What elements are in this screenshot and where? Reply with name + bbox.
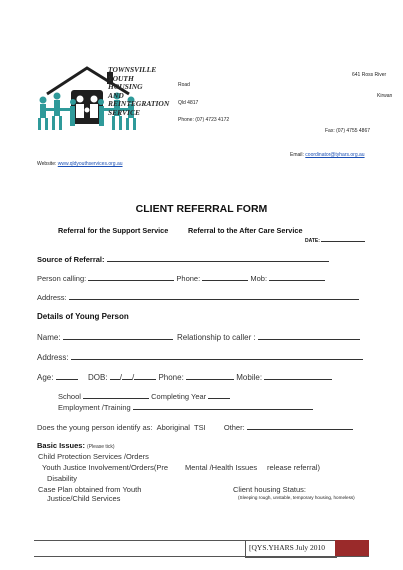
source-input[interactable] <box>107 254 329 262</box>
date-label: DATE: <box>305 238 320 244</box>
email-label: Email: <box>290 152 304 158</box>
issue-case-plan[interactable]: Case Plan obtained from Youth <box>38 485 142 494</box>
details-heading: Details of Young Person <box>37 312 129 321</box>
org-line-3: HOUSING <box>108 82 143 91</box>
young-person-address-label: Address: <box>37 353 69 362</box>
option-support-service[interactable]: Referral for the Support Service <box>58 226 169 235</box>
issue-child-protection[interactable]: Child Protection Services /Orders <box>38 452 149 461</box>
contact-phone: Phone: (07) 4723 4172 <box>178 117 230 123</box>
dob-year-input[interactable] <box>134 372 156 380</box>
option-aftercare-service[interactable]: Referral to the After Care Service <box>188 226 303 235</box>
date-input[interactable] <box>321 236 365 242</box>
employment-input[interactable] <box>133 402 313 410</box>
school-input[interactable] <box>83 391 149 399</box>
org-line-5: REINTEGRATION <box>108 99 170 108</box>
phone2-label: Phone: <box>158 373 184 382</box>
name-input[interactable] <box>63 332 173 340</box>
website-link[interactable]: www.qldyouthservices.org.au <box>57 161 123 167</box>
relationship-label: Relationship to caller : <box>177 333 256 342</box>
please-tick-note: (Please tick) <box>87 444 115 450</box>
dob-label: DOB: <box>87 373 108 382</box>
source-label: Source of Referral: <box>37 255 105 264</box>
org-name <box>108 66 169 117</box>
aboriginal-option[interactable]: Aboriginal <box>156 423 190 432</box>
footer-code: [QYS.YHARS July 2010 <box>249 543 326 552</box>
address-input[interactable] <box>69 292 359 300</box>
completing-year-label: Completing Year <box>151 392 207 401</box>
org-line-2: YOUTH <box>108 73 134 83</box>
website-label: Website: <box>37 161 57 167</box>
org-line-4: AND <box>108 90 124 100</box>
footer-accent-block <box>335 540 369 556</box>
dob-month-input[interactable] <box>122 372 132 380</box>
footer-rule-top <box>34 540 245 541</box>
employment-row <box>58 402 313 412</box>
person-calling-row <box>37 273 325 283</box>
contact-address-right: 641 Ross River <box>352 72 387 78</box>
age-label: Age: <box>37 373 54 382</box>
source-of-referral-row <box>37 254 329 264</box>
phone-input[interactable] <box>202 273 248 281</box>
phone2-input[interactable] <box>186 372 234 380</box>
school-row <box>58 391 230 401</box>
person-calling-label: Person calling: <box>37 274 87 283</box>
name-row <box>37 332 360 342</box>
employment-label: Employment /Training <box>58 403 131 412</box>
dob-day-input[interactable] <box>110 372 120 380</box>
young-person-address-input[interactable] <box>71 352 363 360</box>
mob-input[interactable] <box>269 273 325 281</box>
org-line-1: TOWNSVILLE <box>108 65 157 74</box>
basic-issues-label: Basic Issues: <box>37 441 85 450</box>
phone-label: Phone: <box>176 274 201 283</box>
name-label: Name: <box>37 333 61 342</box>
relationship-input[interactable] <box>258 332 360 340</box>
age-dob-row: Age: DOB: / / Phone: Mobile: <box>37 372 332 382</box>
mobile-input[interactable] <box>264 372 332 380</box>
contact-email <box>290 152 365 158</box>
completing-year-input[interactable] <box>208 391 230 399</box>
issue-mental-health[interactable]: Mental /Health Issues <box>185 463 258 472</box>
contact-fax: Fax: (07) 4755 4867 <box>325 128 371 134</box>
contact-suburb: Kirwan <box>377 93 393 99</box>
identify-row <box>37 422 353 432</box>
org-line-6: SERVICE <box>108 107 140 117</box>
email-link[interactable]: coordinator@tyhars.org.au <box>305 152 365 158</box>
mobile-label: Mobile: <box>236 373 263 382</box>
basic-issues-heading <box>37 441 115 450</box>
address-label: Address: <box>37 293 67 302</box>
address-row <box>37 292 359 302</box>
mob-label: Mob: <box>250 274 268 283</box>
issue-disability[interactable]: Disability <box>47 474 78 483</box>
issue-release-referral: release referral) <box>267 463 320 472</box>
issue-justice-child: Justice/Child Services <box>47 494 121 503</box>
age-input[interactable] <box>56 372 78 380</box>
housing-status-label: Client housing Status: <box>233 485 306 494</box>
footer-rule-bottom <box>34 556 369 557</box>
date-field <box>305 236 365 244</box>
identify-label: Does the young person identify as: <box>37 423 153 432</box>
contact-qld: Qld 4817 <box>178 100 199 106</box>
young-person-address-row <box>37 352 363 362</box>
form-title: CLIENT REFERRAL FORM <box>135 203 268 215</box>
contact-road: Road <box>178 82 190 88</box>
other-input[interactable] <box>247 422 353 430</box>
housing-status-note: (Sleeping rough, unstable, temporary housing, homeless) <box>238 495 355 500</box>
tsi-option[interactable]: TSI <box>194 423 206 432</box>
school-label: School <box>58 392 81 401</box>
other-label: Other: <box>223 423 245 432</box>
contact-website <box>37 161 123 167</box>
person-calling-input[interactable] <box>88 273 174 281</box>
issue-youth-justice[interactable]: Youth Justice Involvement/Orders(Pre <box>42 463 169 472</box>
